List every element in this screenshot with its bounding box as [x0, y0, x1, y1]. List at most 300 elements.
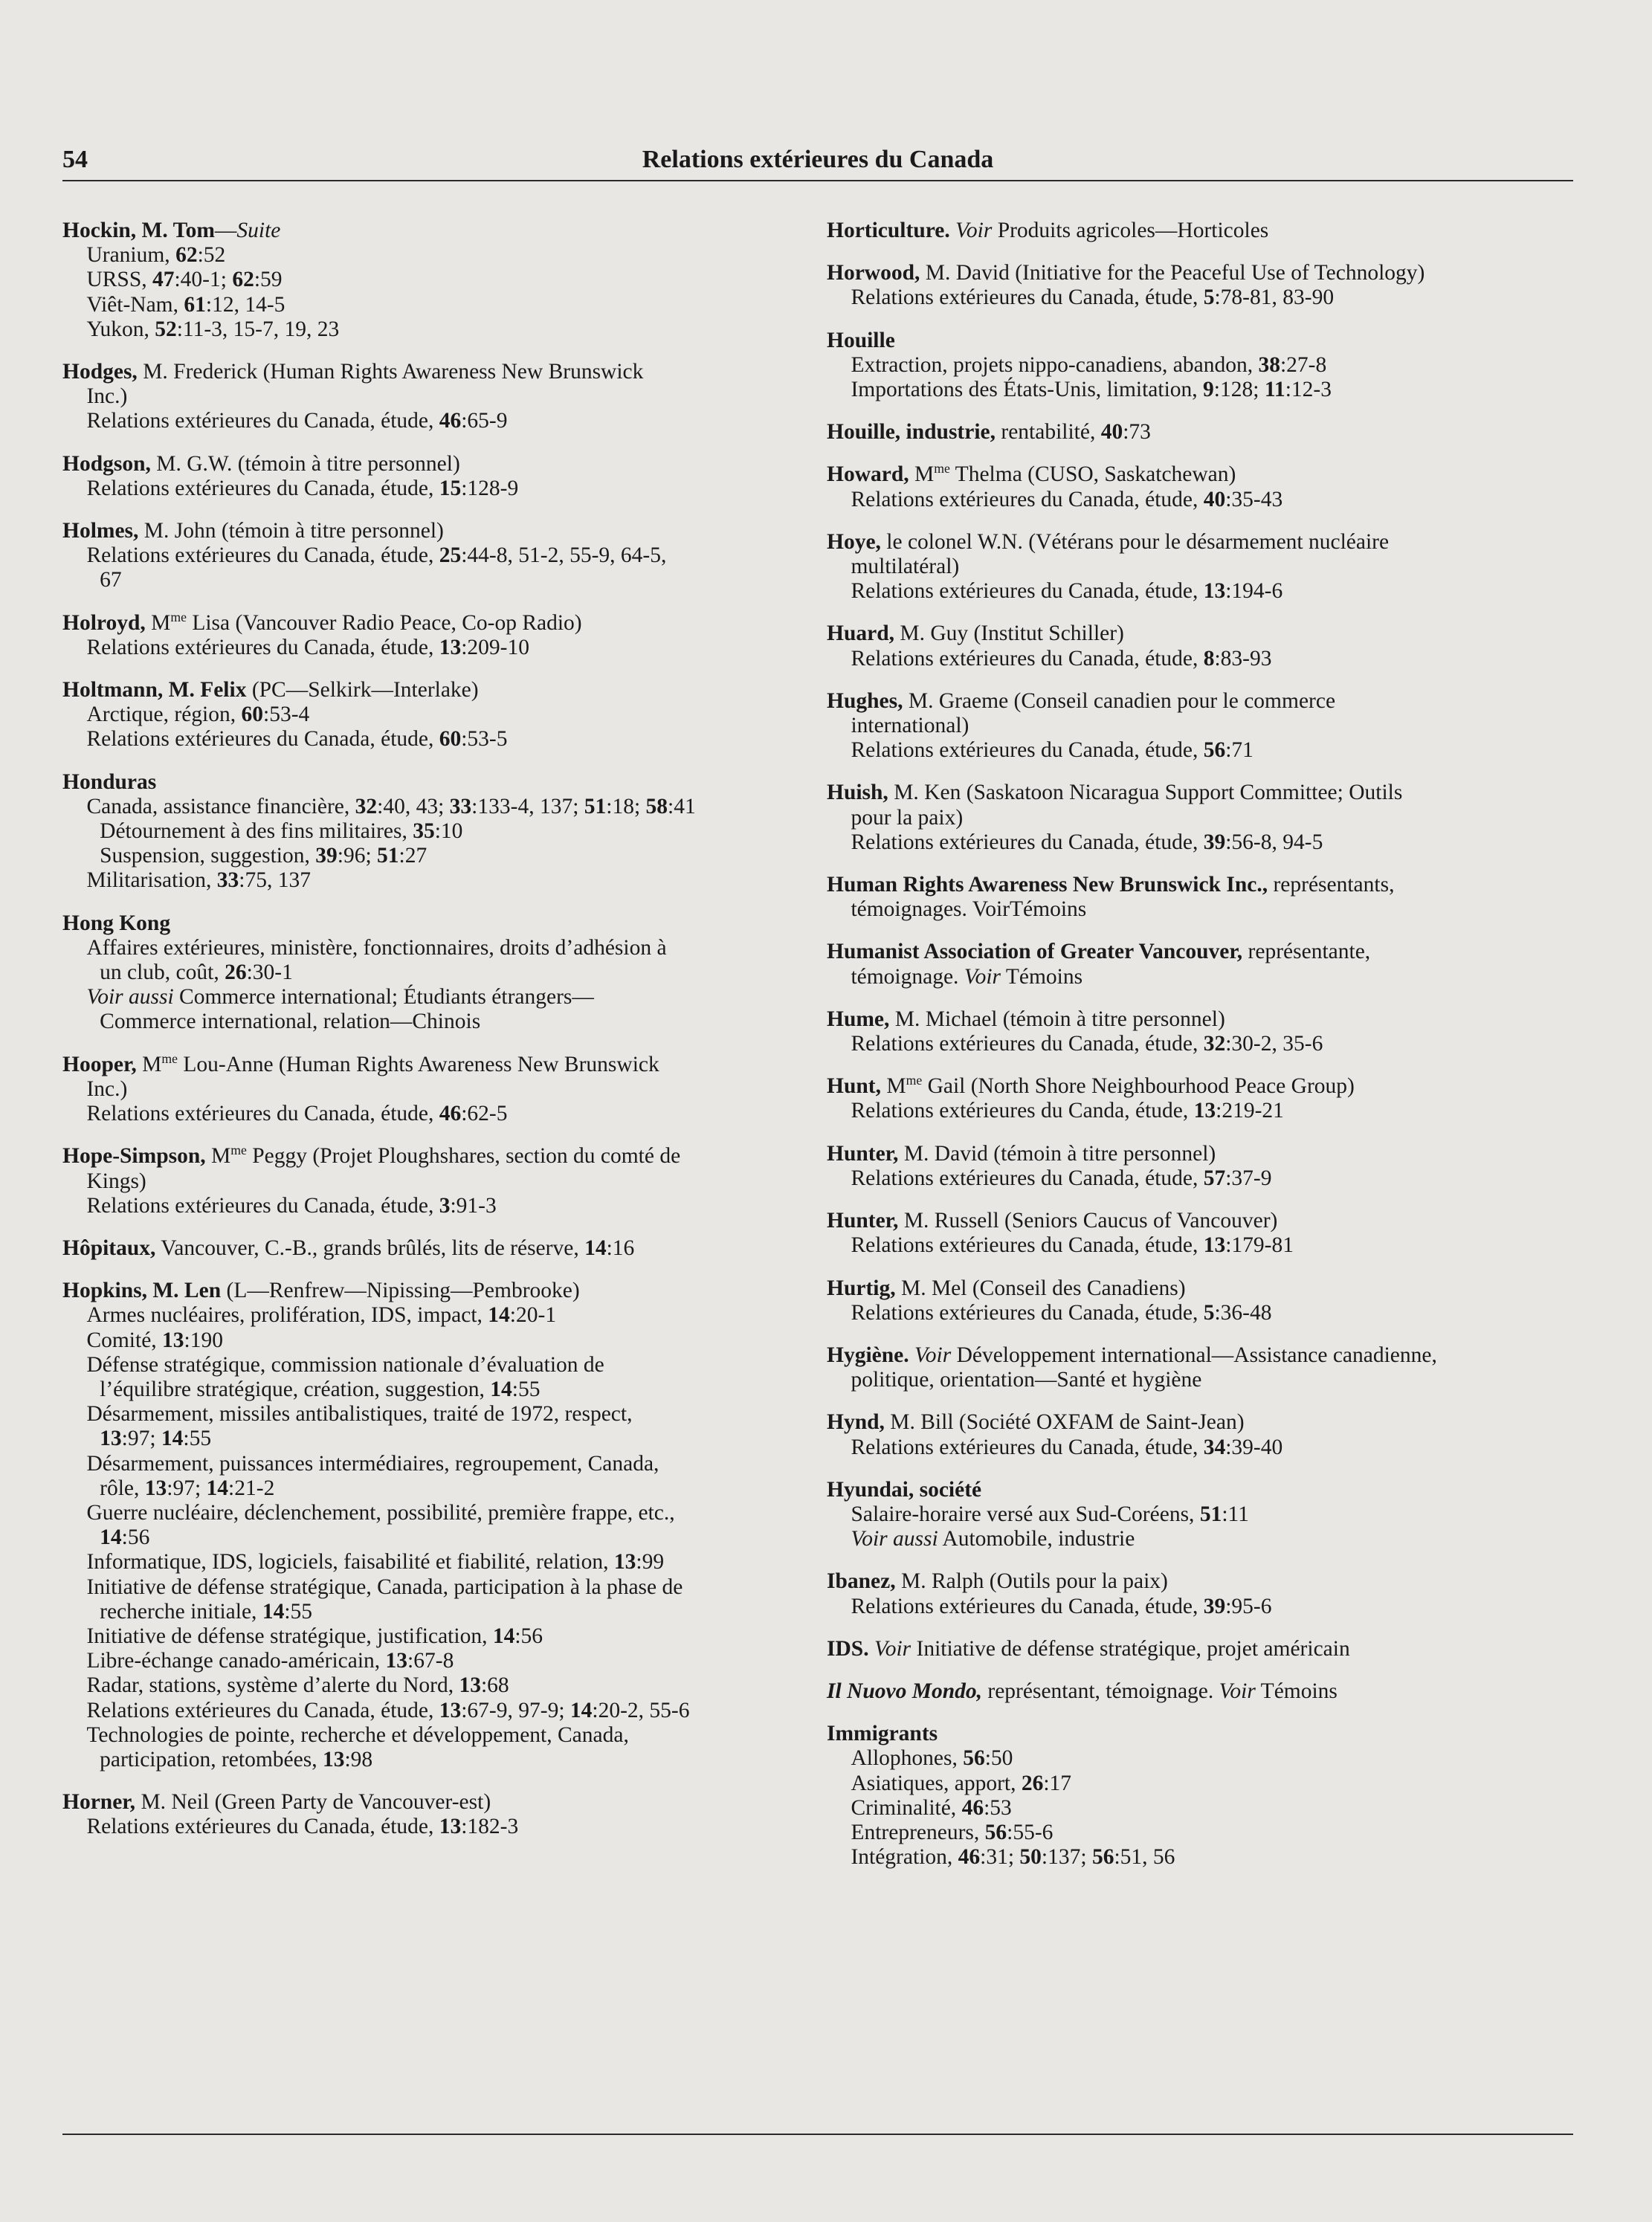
index-subentry-line — [62, 727, 806, 752]
index-text: :56 — [514, 1624, 543, 1648]
page-header — [62, 146, 1573, 181]
index-entry — [827, 1410, 1570, 1459]
index-text: Criminalité, — [851, 1795, 962, 1820]
index-heading-line — [62, 219, 806, 243]
index-text: Huish, — [827, 781, 888, 805]
index-subentry-line — [62, 936, 806, 960]
index-text: M. Bill (Société OXFAM de Saint-Jean) — [884, 1410, 1245, 1435]
index-text: :12, 14-5 — [205, 292, 285, 317]
index-text: Relations extérieures du Canada, étude, — [851, 1032, 1204, 1056]
index-entry — [827, 1637, 1570, 1661]
index-text: 14 — [262, 1599, 285, 1624]
index-text: 13 — [439, 1698, 462, 1722]
index-heading-line — [62, 360, 806, 384]
index-heading-line — [827, 1478, 1570, 1502]
index-text: Hynd, — [827, 1410, 885, 1435]
index-text: 40 — [1203, 487, 1226, 511]
index-entry — [827, 1478, 1570, 1552]
index-text: :68 — [480, 1673, 509, 1698]
index-text: Radar, stations, système d’alerte du Nord, — [86, 1673, 459, 1698]
index-text: Militarisation, — [86, 868, 217, 893]
index-text: Relations extérieures du Canada, étude, — [86, 476, 439, 500]
index-text: M. John (témoin à titre personnel) — [138, 519, 444, 543]
index-subentry-line — [62, 844, 806, 868]
index-entry — [827, 462, 1570, 511]
index-text: Canada, assistance financière, — [86, 794, 355, 818]
index-text: M. Graeme (Conseil canadien pour le commerce — [903, 688, 1336, 713]
index-entry — [62, 678, 806, 752]
index-text: Hockin, M. Tom — [62, 219, 215, 242]
index-text: 62 — [232, 268, 254, 292]
index-text: M — [136, 1052, 162, 1076]
index-heading-line — [827, 714, 1570, 738]
index-text: 52 — [155, 317, 177, 341]
index-heading-line — [827, 462, 1570, 487]
index-text: Intégration, — [851, 1845, 958, 1870]
index-text: 58 — [645, 794, 668, 818]
index-text: Hurtig, — [827, 1276, 896, 1300]
index-subentry-line — [62, 268, 806, 292]
index-entry — [62, 1279, 806, 1772]
index-entry — [827, 1209, 1570, 1258]
index-text: Voir — [914, 1343, 952, 1367]
index-text: M — [205, 1144, 231, 1169]
index-text: participation, retombées, — [100, 1747, 323, 1772]
index-heading-line — [827, 781, 1570, 805]
index-text: Armes nucléaires, prolifération, IDS, impact, — [86, 1303, 488, 1328]
index-text: M — [880, 1074, 906, 1099]
index-text: 46 — [961, 1795, 984, 1820]
index-text: Holroyd, — [62, 610, 146, 635]
index-text: Relations extérieures du Canada, étude, — [851, 579, 1204, 604]
index-text: 56 — [963, 1746, 985, 1771]
index-text: 39 — [315, 844, 338, 868]
index-text: Relations extérieures du Canada, étude, — [851, 1300, 1204, 1325]
index-text: :179-81 — [1225, 1233, 1294, 1258]
index-text: :30-2, 35-6 — [1225, 1032, 1323, 1056]
index-text: Horner, — [62, 1790, 136, 1815]
index-text: 13 — [322, 1747, 345, 1772]
index-subentry-line — [62, 960, 806, 985]
index-heading-line — [62, 611, 806, 636]
index-subentry-line — [62, 1402, 806, 1427]
index-heading-line — [62, 1144, 806, 1169]
index-text: 39 — [1203, 1594, 1226, 1618]
index-text: :10 — [434, 819, 463, 844]
index-text: international) — [851, 714, 969, 738]
index-text: Human Rights Awareness New Brunswick Inc., — [827, 873, 1268, 897]
index-text: 14 — [570, 1698, 593, 1722]
index-text: Hume, — [827, 1007, 890, 1031]
index-text: :40-1; — [174, 268, 233, 292]
index-text: témoignages. VoirTémoins — [851, 897, 1087, 922]
index-heading-line — [827, 1209, 1570, 1233]
index-text: M. G.W. (témoin à titre personnel) — [150, 451, 460, 476]
index-text: 5 — [1203, 285, 1215, 310]
index-text: Hope-Simpson, — [62, 1144, 206, 1169]
index-entry — [62, 1050, 806, 1127]
index-text: Voir — [874, 1636, 911, 1661]
index-heading-line — [827, 806, 1570, 830]
index-entry — [827, 1569, 1570, 1618]
index-subentry-line — [62, 1600, 806, 1624]
index-text: représentants, — [1268, 873, 1395, 897]
index-text: :40, 43; — [377, 794, 450, 818]
index-heading-line — [827, 1679, 1570, 1704]
index-subentry-line — [827, 378, 1570, 402]
index-entry — [62, 519, 806, 593]
index-text: :128; — [1213, 378, 1265, 402]
index-text: :41 — [668, 794, 696, 818]
index-text: me — [170, 609, 187, 624]
index-heading-line — [827, 689, 1570, 714]
index-text: 46 — [439, 409, 462, 433]
index-text: Relations extérieures du Canada, étude, — [851, 1233, 1204, 1258]
index-text: Produits agricoles—Horticoles — [992, 219, 1269, 242]
index-text: 13 — [144, 1476, 167, 1500]
index-subentry-line — [62, 1748, 806, 1772]
index-text: :97; — [121, 1427, 161, 1451]
index-text: :27-8 — [1280, 352, 1327, 377]
index-text: :17 — [1043, 1771, 1072, 1795]
index-text: 62 — [175, 243, 198, 268]
index-subentry-line — [62, 1194, 806, 1218]
index-entry — [827, 219, 1570, 243]
index-text: 14 — [488, 1303, 510, 1328]
index-text: :91-3 — [450, 1193, 497, 1218]
index-entry — [62, 360, 806, 434]
index-text: M. David (Initiative for the Peaceful Use of Technology) — [920, 261, 1425, 285]
index-subentry-line — [827, 647, 1570, 671]
index-subentry-line — [62, 1624, 806, 1649]
index-text: Initiative de défense stratégique, Canada, participation à la phase de — [86, 1575, 683, 1599]
index-text: :53-5 — [461, 727, 508, 752]
index-text: politique, orientation—Santé et hygiène — [851, 1368, 1202, 1392]
index-text: 14 — [584, 1236, 607, 1260]
index-text: :133-4, 137; — [471, 794, 584, 818]
index-text: 8 — [1203, 646, 1215, 671]
index-text: Houille — [827, 328, 895, 352]
index-text: 13 — [100, 1427, 122, 1451]
index-text: :62-5 — [461, 1102, 508, 1126]
index-subentry-line — [62, 795, 806, 819]
index-entry — [827, 621, 1570, 671]
index-text: Peggy (Projet Ploughshares, section du comté de — [246, 1144, 681, 1169]
index-text: M — [909, 462, 935, 487]
index-column-right — [827, 219, 1570, 1887]
index-text: Relations extérieures du Canada, étude, — [86, 635, 439, 659]
index-heading-line — [827, 1276, 1570, 1301]
index-subentry-line — [62, 1328, 806, 1353]
index-text: :27 — [399, 844, 427, 868]
index-heading-line — [827, 261, 1570, 285]
index-text: 56 — [1091, 1845, 1114, 1870]
index-text: Affaires extérieures, ministère, fonctionnaires, droits d’adhésion à — [86, 935, 667, 960]
index-subentry-line — [62, 819, 806, 844]
index-text: M. David (témoin à titre personnel) — [898, 1141, 1216, 1166]
index-text: :52 — [197, 243, 226, 268]
index-subentry-line — [62, 1649, 806, 1673]
index-subentry-line — [827, 1821, 1570, 1845]
index-subentry-line — [827, 1301, 1570, 1325]
index-heading-line — [62, 1236, 806, 1261]
index-subentry-line — [62, 293, 806, 317]
index-entry — [827, 1142, 1570, 1191]
index-text: Guerre nucléaire, déclenchement, possibilité, première frappe, etc., — [86, 1500, 675, 1525]
index-text: 13 — [439, 635, 462, 659]
index-entry — [62, 452, 806, 501]
index-subentry-line — [827, 830, 1570, 855]
index-text: 13 — [162, 1328, 184, 1352]
index-subentry-line — [827, 1099, 1570, 1123]
index-subentry-line — [62, 1452, 806, 1476]
index-text: témoignage. — [851, 964, 964, 989]
index-entry — [827, 1074, 1570, 1123]
index-heading-line — [62, 911, 806, 936]
index-text: Salaire-horaire versé aux Sud-Coréens, — [851, 1502, 1200, 1526]
index-text: 15 — [439, 476, 462, 500]
index-text: :78-81, 83-90 — [1214, 285, 1335, 310]
index-heading-line — [62, 1790, 806, 1815]
index-text: représentant, témoignage. — [982, 1679, 1219, 1703]
index-text — [869, 1637, 874, 1661]
index-text: le colonel W.N. (Vétérans pour le désarmement nucléaire — [880, 529, 1390, 554]
index-text: :21-2 — [228, 1476, 275, 1500]
index-text: :44-8, 51-2, 55-9, 64-5, — [461, 543, 667, 568]
index-text: multilatéral) — [851, 555, 960, 579]
index-heading-line — [827, 1637, 1570, 1661]
index-text: M. Neil (Green Party de Vancouver-est) — [135, 1790, 491, 1815]
index-heading-line — [827, 1569, 1570, 1594]
index-text: (PC—Selkirk—Interlake) — [246, 678, 479, 703]
index-text: :219-21 — [1216, 1099, 1284, 1123]
index-text: :71 — [1225, 738, 1253, 763]
index-text: Ibanez, — [827, 1569, 896, 1594]
index-text: Relations extérieures du Canada, étude, — [86, 1698, 439, 1722]
page-title: Relations extérieures du Canada — [642, 146, 994, 173]
index-text: Gail (North Shore Neighbourhood Peace Group) — [922, 1074, 1355, 1099]
index-text: 67 — [100, 568, 122, 592]
index-text: représentante, — [1242, 940, 1371, 964]
index-entry — [827, 1343, 1570, 1392]
index-text: Immigrants — [827, 1722, 938, 1746]
index-subentry-line — [62, 1575, 806, 1600]
index-text: 26 — [1021, 1771, 1044, 1795]
index-text: Commerce international; Étudiants étrangers— — [173, 985, 594, 1010]
index-text: Libre-échange canado-américain, — [86, 1649, 386, 1673]
index-text: 25 — [439, 543, 462, 568]
index-text: Relations extérieures du Canada, étude, — [851, 1594, 1204, 1618]
index-subentry-line — [62, 1723, 806, 1748]
index-text: Inc.) — [86, 384, 128, 409]
index-text: Suite — [236, 219, 281, 242]
index-text: recherche initiale, — [100, 1599, 262, 1624]
index-subentry-line — [827, 1502, 1570, 1527]
index-text: me — [906, 1073, 923, 1088]
index-subentry-line — [62, 568, 806, 592]
index-text: Hyundai, société — [827, 1477, 982, 1502]
index-text: Hong Kong — [62, 911, 171, 935]
index-text: 51 — [377, 844, 399, 868]
index-column-left — [62, 219, 806, 1858]
index-text: 51 — [584, 794, 607, 818]
index-text: :50 — [984, 1746, 1013, 1771]
index-text: :56 — [121, 1525, 150, 1550]
index-heading-line — [827, 219, 1570, 243]
index-entry — [827, 1722, 1570, 1870]
index-heading-line — [827, 555, 1570, 579]
page-number: 54 — [62, 146, 88, 173]
index-text: Hopkins, M. Len — [62, 1279, 222, 1303]
index-text: Relations extérieures du Canada, étude, — [851, 1435, 1204, 1459]
index-text: :11-3, 15-7, 19, 23 — [176, 317, 340, 341]
index-text: 13 — [1193, 1099, 1216, 1123]
index-subentry-line — [62, 1010, 806, 1034]
index-text: rôle, — [100, 1476, 145, 1500]
index-text: me — [934, 461, 950, 477]
index-text: 56 — [1203, 738, 1226, 763]
index-text: Hodges, — [62, 360, 138, 384]
index-text: :137; — [1041, 1845, 1092, 1870]
index-text: Relations extérieures du Canada, étude, — [86, 543, 439, 568]
index-text: :99 — [636, 1550, 665, 1575]
index-text: Houille, industrie, — [827, 420, 996, 445]
index-heading-line — [62, 1050, 806, 1077]
index-text: :55 — [512, 1377, 541, 1401]
index-subentry-line — [62, 1673, 806, 1698]
index-text: M. Frederick (Human Rights Awareness New Brunswick — [137, 360, 644, 384]
index-text: 14 — [492, 1624, 515, 1648]
index-text: :56-8, 94-5 — [1225, 830, 1323, 854]
index-text: pour la paix) — [851, 805, 964, 830]
index-text: 47 — [152, 268, 175, 292]
index-text: 5 — [1203, 1300, 1215, 1325]
index-text: M. Russell (Seniors Caucus of Vancouver) — [898, 1209, 1278, 1233]
index-text: Yukon, — [86, 317, 155, 341]
index-heading-line — [827, 1343, 1570, 1368]
index-text: Relations extérieures du Canda, étude, — [851, 1099, 1194, 1123]
index-heading-line — [827, 530, 1570, 555]
index-heading-line — [827, 1007, 1570, 1032]
index-text: rentabilité, — [996, 420, 1101, 445]
index-text: Témoins — [1001, 964, 1083, 989]
index-text: :95-6 — [1225, 1594, 1272, 1618]
index-text: 13 — [459, 1673, 481, 1698]
index-entry — [827, 1007, 1570, 1056]
index-text: Relations extérieures du Canada, étude, — [86, 409, 439, 433]
index-text: Relations extérieures du Canada, étude, — [851, 285, 1204, 310]
index-text: Asiatiques, apport, — [851, 1771, 1022, 1795]
index-text: Holmes, — [62, 519, 139, 543]
index-entry — [62, 219, 806, 342]
index-text: 40 — [1100, 420, 1123, 445]
index-entry — [827, 420, 1570, 445]
index-text: 35 — [413, 819, 435, 844]
index-text: Développement international—Assistance canadienne, — [951, 1343, 1437, 1367]
index-text: Horwood, — [827, 261, 920, 285]
index-text: Howard, — [827, 462, 909, 487]
index-entry — [62, 611, 806, 660]
index-text: — — [214, 219, 237, 242]
index-text: Informatique, IDS, logiciels, faisabilité et fiabilité, relation, — [86, 1550, 614, 1575]
index-subentry-line — [62, 1815, 806, 1839]
index-text: 34 — [1203, 1435, 1226, 1459]
index-heading-line — [62, 1169, 806, 1194]
index-text: 33 — [449, 794, 472, 818]
index-entry — [827, 689, 1570, 763]
index-text: :35-43 — [1225, 487, 1283, 511]
index-text: :53-4 — [263, 703, 310, 727]
index-subentry-line — [827, 488, 1570, 512]
index-text: M. Ken (Saskatoon Nicaragua Support Committee; Outils — [888, 781, 1403, 805]
index-entry — [827, 1276, 1570, 1325]
index-text: :12-3 — [1285, 378, 1332, 402]
index-subentry-line — [827, 285, 1570, 310]
index-text: 13 — [1203, 579, 1226, 604]
index-text: M — [145, 610, 171, 635]
index-text: :55 — [284, 1599, 313, 1624]
index-subentry-line — [827, 579, 1570, 604]
index-text: 61 — [184, 292, 206, 317]
index-text: :20-2, 55-6 — [592, 1698, 690, 1722]
index-text: Holtmann, M. Felix — [62, 678, 247, 703]
index-text: (L—Renfrew—Nipissing—Pembrooke) — [221, 1279, 580, 1303]
index-text: 38 — [1258, 352, 1280, 377]
index-heading-line — [827, 940, 1570, 964]
index-entry — [62, 770, 806, 894]
index-text: M. Guy (Institut Schiller) — [894, 621, 1124, 646]
index-text: :37-9 — [1225, 1166, 1272, 1190]
index-heading-line — [827, 965, 1570, 989]
index-text: Hôpitaux, — [62, 1236, 156, 1260]
index-text: M. Michael (témoin à titre personnel) — [889, 1007, 1225, 1031]
index-text: 13 — [439, 1815, 462, 1839]
index-subentry-line — [62, 317, 806, 342]
index-entry — [62, 1144, 806, 1218]
index-text: 60 — [439, 727, 462, 752]
index-entry — [827, 940, 1570, 989]
index-entry — [62, 1236, 806, 1261]
index-subentry-line — [62, 243, 806, 268]
index-text: 33 — [216, 868, 239, 893]
index-heading-line — [62, 770, 806, 795]
index-text: Horticulture. — [827, 219, 950, 242]
index-text: Uranium, — [86, 243, 176, 268]
index-subentry-line — [827, 353, 1570, 378]
index-text: :16 — [606, 1236, 635, 1260]
index-text: Désarmement, missiles antibalistiques, traité de 1972, respect, — [86, 1402, 633, 1427]
index-text: Kings) — [86, 1169, 146, 1193]
index-text: Hygiène. — [827, 1343, 909, 1367]
index-text: :55-6 — [1007, 1820, 1054, 1844]
index-text: Désarmement, puissances intermédiaires, regroupement, Canada, — [86, 1451, 659, 1476]
index-heading-line — [827, 329, 1570, 353]
index-text: M. Ralph (Outils pour la paix) — [895, 1569, 1168, 1594]
index-heading-line — [62, 384, 806, 409]
index-text: 13 — [385, 1649, 408, 1673]
index-text: Voir aussi — [851, 1527, 938, 1551]
index-text: :209-10 — [461, 635, 530, 659]
index-subentry-line — [62, 477, 806, 501]
index-text: :51, 56 — [1114, 1845, 1175, 1870]
index-subentry-line — [827, 1166, 1570, 1191]
index-text: :39-40 — [1225, 1435, 1283, 1459]
index-subentry-line — [62, 1378, 806, 1402]
index-text: 32 — [1203, 1032, 1226, 1056]
index-entry — [62, 911, 806, 1035]
index-text: Défense stratégique, commission nationale d’évaluation de — [86, 1352, 604, 1377]
index-text: Relations extérieures du Canada, étude, — [851, 830, 1204, 854]
